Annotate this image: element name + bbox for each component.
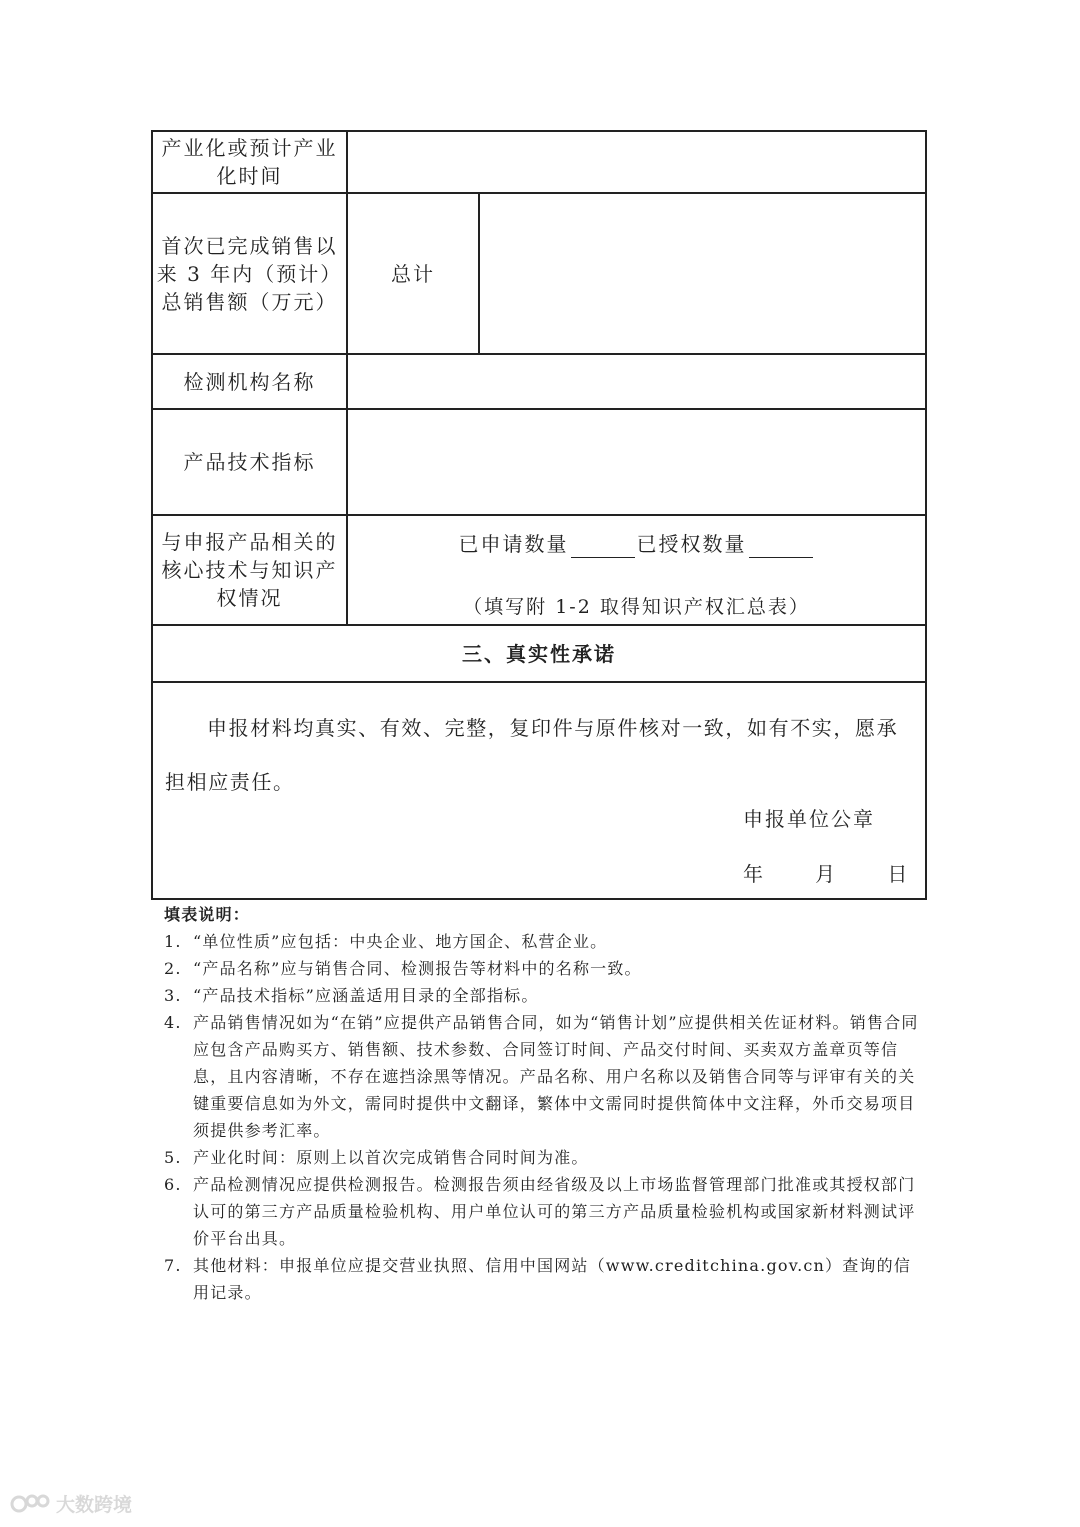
- section-title: 三、真实性承诺: [152, 625, 926, 682]
- row-section-title: [152, 625, 926, 682]
- test-organization-label: 检测机构名称: [152, 354, 347, 409]
- year-label: 年: [743, 862, 765, 886]
- note-item: 7. 其他材料：申报单位应提交营业执照、信用中国网站（www.creditchina.gov.cn）查询的信用记录。: [164, 1256, 912, 1302]
- row-ip: [152, 515, 926, 625]
- ip-fill-note: （填写附 1-2 取得知识产权汇总表）: [463, 596, 810, 618]
- note-item: 2. “产品名称”应与销售合同、检测报告等材料中的名称一致。: [164, 959, 642, 978]
- date-line: [743, 860, 909, 888]
- total-sales-field[interactable]: [479, 193, 926, 354]
- pledge-cell: [152, 682, 926, 899]
- ip-field: [347, 515, 926, 625]
- seal-label: 申报单位公章: [743, 807, 875, 831]
- industrialization-time-label: 产业化或预计产业 化时间: [152, 131, 347, 193]
- granted-count-label: 已授权数量: [636, 532, 747, 556]
- industrialization-time-field[interactable]: [347, 131, 926, 193]
- ip-label: 与申报产品相关的 核心技术与知识产 权情况: [152, 515, 347, 625]
- watermark-logo-icon: [10, 1492, 52, 1516]
- tech-index-field[interactable]: [347, 409, 926, 515]
- watermark-text: 大数跨境: [56, 1494, 133, 1516]
- total-sub-label: 总计: [347, 193, 479, 354]
- note-item: 1. “单位性质”应包括：中央企业、地方国企、私营企业。: [164, 932, 608, 951]
- note-item: 3. “产品技术指标”应涵盖适用目录的全部指标。: [164, 986, 539, 1005]
- month-label: 月: [815, 862, 838, 886]
- granted-count-blank[interactable]: [749, 537, 813, 558]
- row-test-organization: [152, 354, 926, 409]
- row-total-sales: [152, 193, 926, 354]
- row-industrialization-time: [152, 131, 926, 193]
- note-item: 4. 产品销售情况如为“在销”应提供产品销售合同，如为“销售计划”应提供相关佐证材料。销售合同应包含产品购买方、销售额、技术参数、合同签订时间、产品交付时间、买卖双方盖章页等信息，且内容清晰，不存在遮挡涂黑等情况。产品名称、用户名称以及销售合同等与评审有关的关键重要信息如为外文，需同时提供中文翻译，繁体中文需同时提供简体中文注释，外币交易项目须提供参考汇率。: [164, 1013, 919, 1140]
- application-form-table: [151, 130, 927, 900]
- test-organization-field[interactable]: [347, 354, 926, 409]
- fill-instructions-title: 填表说明：: [164, 905, 251, 924]
- row-tech-index: [152, 409, 926, 515]
- note-item: 5. 产业化时间：原则上以首次完成销售合同时间为准。: [164, 1148, 589, 1167]
- day-label: 日: [887, 862, 910, 886]
- watermark: [10, 1490, 132, 1517]
- tech-index-label: 产品技术指标: [152, 409, 347, 515]
- fill-instructions: [164, 901, 924, 1306]
- row-pledge: [152, 682, 926, 899]
- total-sales-label: 首次已完成销售以 来 3 年内（预计） 总销售额（万元）: [152, 193, 347, 354]
- applied-count-label: 已申请数量: [458, 532, 569, 556]
- pledge-text: 申报材料均真实、有效、完整，复印件与原件核对一致，如有不实，愿承担相应责任。: [165, 716, 899, 794]
- ip-counts-line: [348, 530, 925, 558]
- applied-count-blank[interactable]: [571, 537, 635, 558]
- note-item: 6. 产品检测情况应提供检测报告。检测报告须由经省级及以上市场监督管理部门批准或其授权部门认可的第三方产品质量检验机构、用户单位认可的第三方产品质量检验机构或国家新材料测试评价平台出具。: [164, 1175, 916, 1248]
